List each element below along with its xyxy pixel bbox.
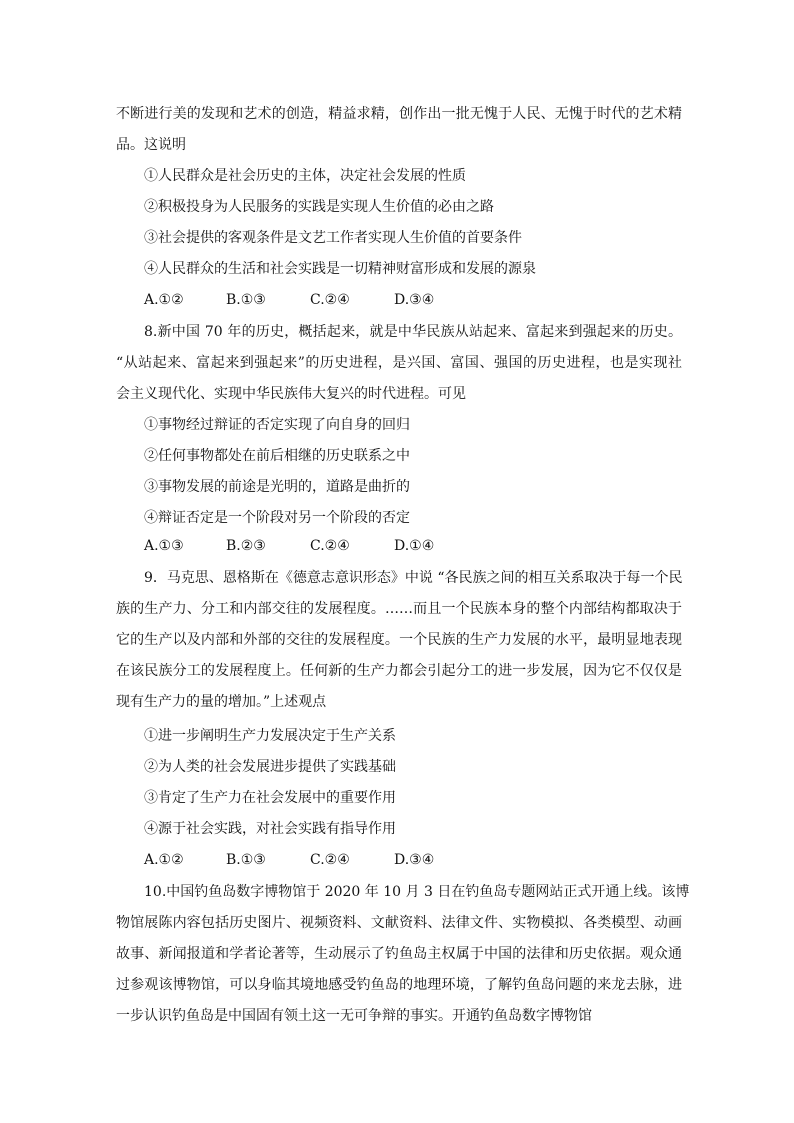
q10-line-1: 10.中国钓鱼岛数字博物馆于 2020 年 10 月 3 日在钓鱼岛专题网站正式开通上线。该博 [144, 884, 690, 900]
q8-option-1: ①事物经过辩证的否定实现了向自身的回归 [144, 417, 410, 433]
q9-line-3: 它的生产以及内部和外部的交往的发展程度。一个民族的生产力发展的水平，最明显地表现 [116, 632, 682, 648]
q8-choice-b: B.②③ [226, 538, 266, 554]
q9-line-1: 9．马克思、恩格斯在《德意志意识形态》中说 “各民族之间的相互关系取决于每一个民 [144, 570, 683, 586]
q9-line-5: 现有生产力的量的增加。”上述观点 [116, 694, 327, 710]
q10-line-3: 故事、新闻报道和学者论著等，生动展示了钓鱼岛主权属于中国的法律和历史依据。观众通 [116, 946, 682, 962]
q7-choice-b: B.①③ [226, 292, 266, 308]
q9-choice-a: A.①② [144, 852, 184, 868]
q8-line-2: “从站起来、富起来到强起来”的历史进程，是兴国、富国、强国的历史进程，也是实现社 [116, 355, 682, 371]
q10-line-4: 过参观该博物馆，可以身临其境地感受钓鱼岛的地理环境，了解钓鱼岛问题的来龙去脉，进 [116, 977, 682, 993]
q9-choice-b: B.①③ [226, 852, 266, 868]
q9-choice-c: C.②④ [310, 852, 350, 868]
q9-line-4: 在该民族分工的发展程度上。任何新的生产力都会引起分工的进一步发展，因为它不仅仅是 [116, 663, 682, 679]
q7-option-1: ①人民群众是社会历史的主体，决定社会发展的性质 [144, 168, 466, 184]
q7-choice-d: D.③④ [394, 292, 435, 308]
q9-option-1: ①进一步阐明生产力发展决定于生产关系 [144, 728, 396, 744]
q9-option-3: ③肯定了生产力在社会发展中的重要作用 [144, 790, 396, 806]
q7-option-4: ④人民群众的生活和社会实践是一切精神财富形成和发展的源泉 [144, 261, 536, 277]
q8-line-1: 8.新中国 70 年的历史，概括起来，就是中华民族从站起来、富起来到强起来的历史。 [144, 324, 682, 340]
q7-choice-c: C.②④ [310, 292, 350, 308]
q8-option-3: ③事物发展的前途是光明的，道路是曲折的 [144, 479, 410, 495]
q8-line-3: 会主义现代化、实现中华民族伟大复兴的时代进程。可见 [116, 386, 466, 402]
q9-option-4: ④源于社会实践，对社会实践有指导作用 [144, 821, 396, 837]
q9-option-2: ②为人类的社会发展进步提供了实践基础 [144, 759, 396, 775]
q8-option-4: ④辩证否定是一个阶段对另一个阶段的否定 [144, 510, 410, 526]
q8-choice-a: A.①③ [144, 538, 184, 554]
q10-line-2: 物馆展陈内容包括历史图片、视频资料、文献资料、法律文件、实物模拟、各类模型、动画 [116, 915, 682, 931]
q8-choice-c: C.②④ [310, 538, 350, 554]
q9-line-2: 族的生产力、分工和内部交往的发展程度。……而且一个民族本身的整个内部结构都取决于 [116, 601, 682, 617]
q7-option-3: ③社会提供的客观条件是文艺工作者实现人生价值的首要条件 [144, 230, 522, 246]
q8-choice-d: D.①④ [394, 538, 435, 554]
q7-line-1: 不断进行美的发现和艺术的创造，精益求精，创作出一批无愧于人民、无愧于时代的艺术精 [116, 106, 682, 122]
q9-choice-d: D.③④ [394, 852, 435, 868]
q7-line-2: 品。这说明 [116, 137, 186, 153]
q7-option-2: ②积极投身为人民服务的实践是实现人生价值的必由之路 [144, 199, 494, 215]
q7-choice-a: A.①② [144, 292, 184, 308]
q10-line-5: 一步认识钓鱼岛是中国固有领土这一无可争辩的事实。开通钓鱼岛数字博物馆 [116, 1008, 592, 1024]
q8-option-2: ②任何事物都处在前后相继的历史联系之中 [144, 448, 410, 464]
